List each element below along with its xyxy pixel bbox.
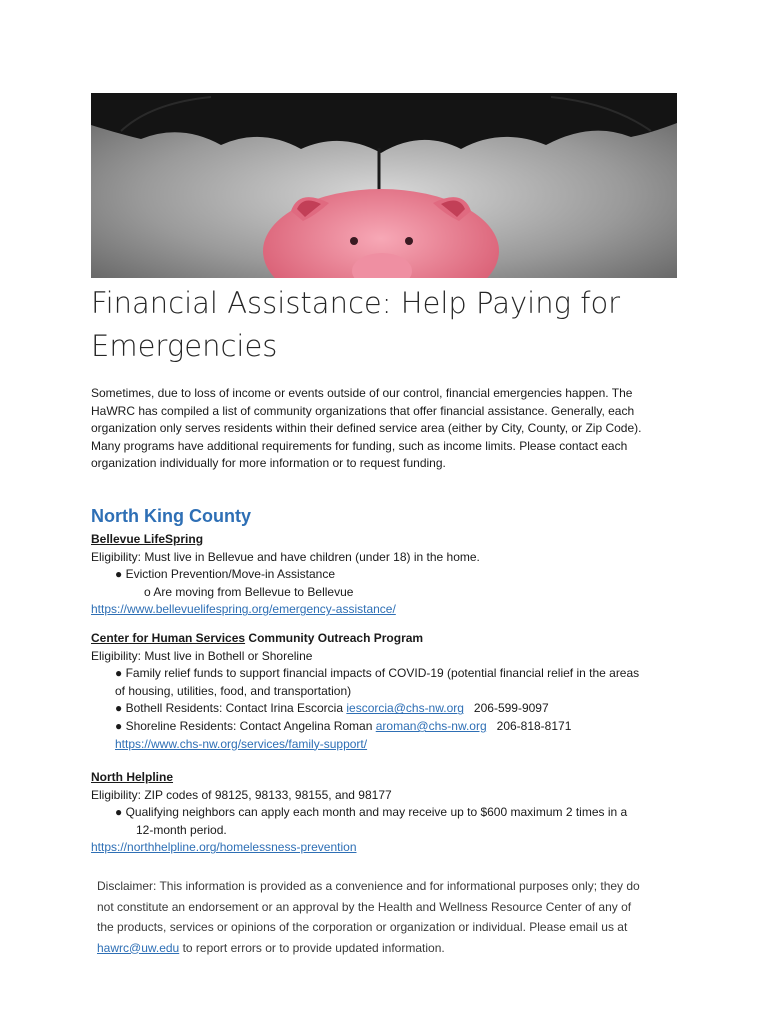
org-link[interactable]: https://www.bellevuelifespring.org/emergency-assistance/ [91, 602, 396, 617]
org-bullet-continuation: 12-month period. [136, 822, 227, 837]
org-bellevue-lifespring [91, 531, 711, 619]
org-name-suffix: Community Outreach Program [245, 631, 424, 645]
org-bullet [91, 665, 711, 700]
org-bullet-text: ● Family relief funds to support financial impacts of COVID-19 (potential financial relief in the areas [115, 666, 640, 681]
org-bullet: ● Qualifying neighbors can apply each month and may receive up to $600 maximum 2 times in a [115, 805, 628, 820]
org-name-row [91, 630, 711, 648]
email-link[interactable]: iescorcia@chs-nw.org [346, 701, 464, 716]
org-eligibility: Eligibility: Must live in Bellevue and have children (under 18) in the home. [91, 549, 480, 564]
org-eligibility: Eligibility: Must live in Bothell or Shoreline [91, 648, 313, 663]
org-name: North Helpline [91, 770, 174, 784]
intro-paragraph [91, 385, 691, 473]
disclaimer-suffix: to report errors or to provide updated information. [179, 940, 445, 955]
org-center-for-human-services [91, 630, 711, 753]
intro-line: organization individually for more information or to request funding. [91, 456, 446, 470]
disclaimer [97, 876, 677, 958]
org-bullet-text: ● Shoreline Residents: Contact Angelina Roman [115, 718, 376, 733]
org-sub-bullet: o Are moving from Bellevue to Bellevue [144, 584, 354, 599]
org-bullet-continuation: of housing, utilities, food, and transportation) [115, 683, 352, 698]
intro-line: Sometimes, due to loss of income or events outside of our control, financial emergencies happen. The [91, 386, 633, 400]
disclaimer-line: the products, services or opinions of the corporation or organization or individual. Please email us at [97, 920, 628, 934]
org-link-row [91, 736, 711, 754]
email-link[interactable]: aroman@chs-nw.org [375, 718, 487, 733]
intro-line: Many programs have additional requirements for funding, such as income limits. Please contact each [91, 438, 628, 453]
org-bullet [91, 700, 711, 718]
org-bullet [91, 718, 711, 736]
email-link[interactable]: hawrc@uw.edu [97, 940, 180, 955]
disclaimer-line: Disclaimer: This information is provided as a convenience and for informational purposes only; they do [97, 879, 640, 893]
org-eligibility: Eligibility: ZIP codes of 98125, 98133, 98155, and 98177 [91, 787, 392, 802]
intro-line: HaWRC has compiled a list of community organizations that offer financial assistance. Generally, each [91, 403, 635, 418]
page-title-line1: Financial Assistance: Help Paying for [91, 286, 621, 320]
org-north-helpline [91, 769, 711, 857]
intro-line: organization only serves residents within their defined service area (either by City, County, or Zip Code). [91, 421, 642, 435]
phone-number: 206-599-9097 [473, 701, 549, 716]
org-name: Bellevue LifeSpring [91, 532, 204, 546]
org-name: Center for Human Services [91, 631, 246, 645]
org-link[interactable]: https://northhelpline.org/homelessness-prevention [91, 840, 357, 855]
page-title [91, 282, 691, 368]
org-link[interactable]: https://www.chs-nw.org/services/family-support/ [115, 736, 368, 751]
disclaimer-line: not constitute an endorsement or an approval by the Health and Wellness Resource Center of any of [97, 899, 632, 914]
phone-number: 206-818-8171 [496, 718, 572, 733]
org-bullet: ● Eviction Prevention/Move-in Assistance [115, 567, 336, 582]
page-title-line2: Emergencies [91, 329, 278, 363]
disclaimer-line [97, 938, 677, 959]
region-heading: North King County [91, 506, 251, 526]
hero-image [91, 93, 677, 278]
org-bullet-text: ● Bothell Residents: Contact Irina Escorcia [115, 701, 347, 716]
